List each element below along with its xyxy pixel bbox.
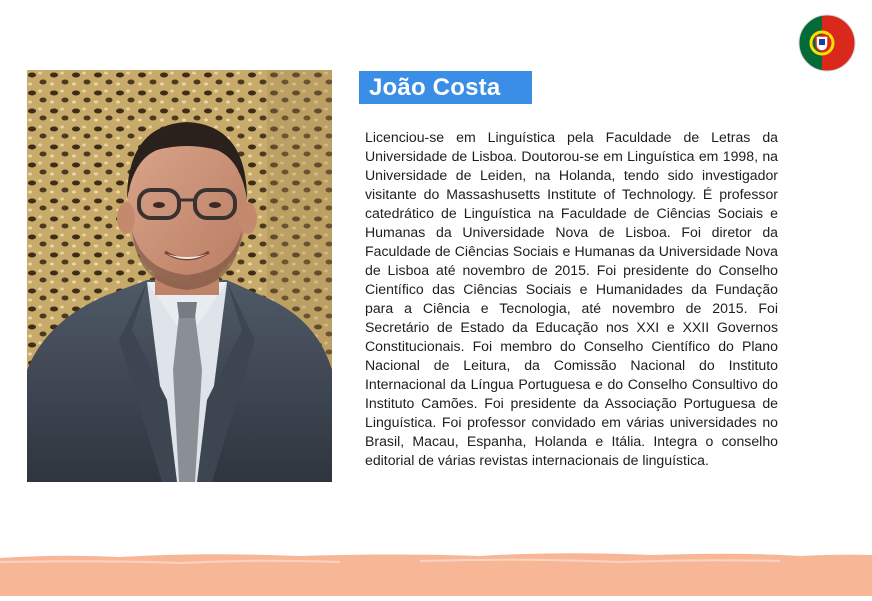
decorative-brush-band bbox=[0, 548, 872, 596]
name-label-box bbox=[359, 71, 532, 104]
person-name: João Costa bbox=[369, 74, 501, 101]
portugal-flag-icon bbox=[798, 14, 856, 72]
portrait-photo bbox=[27, 70, 332, 482]
biography-text: Licenciou-se em Linguística pela Faculdade de Letras da Universidade de Lisboa. Doutorou-se em Linguística em 1998, na Universidade de Leiden, na Holanda, tendo sido investigador visitante do Massashusetts Institute of Technology. É professor catedrático de Linguística na Faculdade de Ciências Sociais e Humanas da Universidade Nova de Lisboa. Foi diretor da Faculdade de Ciências Sociais e Humanas da Universidade Nova de Lisboa até novembro de 2015. Foi presidente do Conselho Científico das Ciências Sociais e Humanidades da Fundação para a Ciência e Tecnologia, até novembro de 2015. Foi Secretário de Estado da Educação nos XXI e XXII Governos Constitucionais. Foi membro do Conselho Científico do Plano Nacional de Leitura, da Comissão Nacional do Instituto Internacional da Língua Portuguesa e do Conselho Consultivo do Instituto Camões. Foi presidente da Associação Portuguesa de Linguística. Foi professor convidado em várias universidades no Brasil, Macau, Espanha, Holanda e Itália. Integra o conselho editorial de várias revistas internacionais de linguística. bbox=[365, 129, 778, 468]
